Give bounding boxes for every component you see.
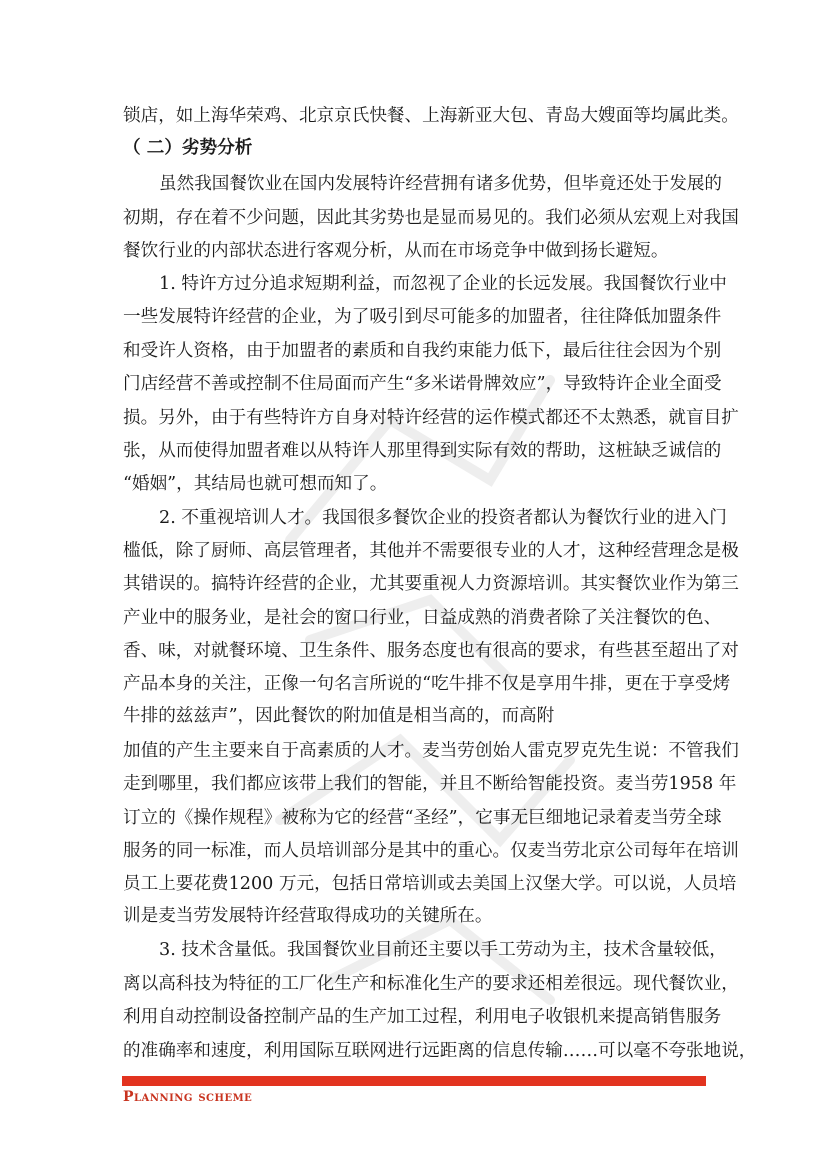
body-line: 和受许人资格，由于加盟者的素质和自我约束能力低下，最后往往会因为个别: [123, 341, 722, 361]
body-line: 员工上要花费1200 万元，包括日常培训或去美国上汉堡大学。可以说，人员培: [123, 874, 737, 894]
body-line: 虽然我国餐饮业在国内发展特许经营拥有诸多优势，但毕竟还处于发展的: [159, 174, 723, 194]
body-line: 其错误的。搞特许经营的企业，尤其要重视人力资源培训。其实餐饮业作为第三: [123, 574, 739, 594]
body-line: 2. 不重视培训人才。我国很多餐饮企业的投资者都认为餐饮行业的进入门: [159, 508, 727, 528]
footer-rule: [122, 1076, 706, 1086]
body-line: 损。另外，由于有些特许方自身对特许经营的运作模式都还不太熟悉，就盲目扩: [123, 408, 739, 428]
body-line: 3. 技术含量低。我国餐饮业目前还主要以手工劳动为主，技术含量较低，: [159, 940, 727, 960]
body-line: 利用自动控制设备控制产品的生产加工过程，利用电子收银机来提高销售服务: [123, 1007, 722, 1027]
body-line: 牛排的兹兹声”，因此餐饮的附加值是相当高的，而高附: [123, 706, 555, 726]
body-line: 加值的产生主要来自于高素质的人才。麦当劳创始人雷克罗克先生说：不管我们: [123, 741, 739, 761]
footer-label: Planning scheme: [123, 1089, 253, 1105]
section-heading: （ 二）劣势分析: [123, 137, 253, 158]
body-line: 门店经营不善或控制不住局面而产生“多米诺骨牌效应”，导致特许企业全面受: [123, 374, 722, 394]
body-line: 离以高科技为特征的工厂化生产和标准化生产的要求还相差很远。现代餐饮业，: [123, 974, 739, 994]
body-line: 训是麦当劳发展特许经营取得成功的关键所在。: [123, 906, 493, 926]
body-line: 1. 特许方过分追求短期利益，而忽视了企业的长远发展。我国餐饮行业中: [159, 274, 727, 294]
body-line: 锁店，如上海华荣鸡、北京京氏快餐、上海新亚大包、青岛大嫂面等均属此类。: [123, 106, 739, 126]
body-line: 产品本身的关注，正像一句名言所说的“吃牛排不仅是享用牛排，更在于享受烤: [123, 674, 731, 694]
body-line: 走到哪里，我们都应该带上我们的智能，并且不断给智能投资。麦当劳1958 年: [123, 774, 737, 794]
body-line: 的准确率和速度，利用国际互联网进行远距离的信息传输……可以毫不夸张地说，: [123, 1041, 757, 1061]
body-line: 产业中的服务业，是社会的窗口行业，日益成熟的消费者除了关注餐饮的色、: [123, 608, 722, 628]
body-line: “婚姻”，其结局也就可想而知了。: [123, 474, 388, 494]
body-line: 香、味，对就餐环境、卫生条件、服务态度也有很高的要求，有些甚至超出了对: [123, 641, 739, 661]
body-line: 张，从而使得加盟者难以从特许人那里得到实际有效的帮助，这桩缺乏诚信的: [123, 441, 722, 461]
body-line: 槛低，除了厨师、高层管理者，其他并不需要很专业的人才，这种经营理念是极: [123, 541, 739, 561]
body-line: 一些发展特许经营的企业，为了吸引到尽可能多的加盟者，往往降低加盟条件: [123, 307, 722, 327]
body-line: 订立的《操作规程》被称为它的经营“圣经”，它事无巨细地记录着麦当劳全球: [123, 808, 722, 828]
body-line: 初期，存在着不少问题，因此其劣势也是显而易见的。我们必须从宏观上对我国: [123, 208, 739, 228]
body-line: 服务的同一标准，而人员培训部分是其中的重心。仅麦当劳北京公司每年在培训: [123, 841, 739, 861]
body-line: 餐饮行业的内部状态进行客观分析，从而在市场竞争中做到扬长避短。: [123, 241, 669, 261]
